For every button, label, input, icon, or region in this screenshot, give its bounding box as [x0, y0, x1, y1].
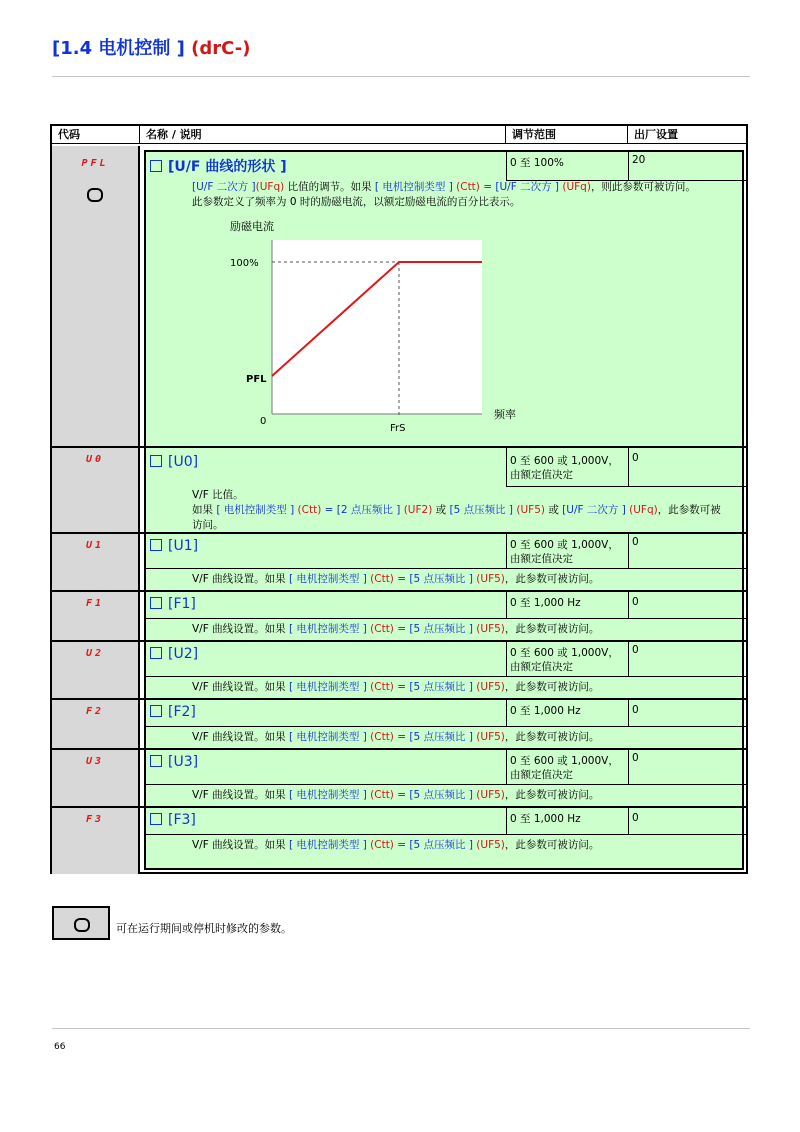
cell-divider: [628, 590, 629, 618]
row-code: F3: [85, 814, 105, 825]
sync-icon: [74, 917, 90, 931]
row-range: 0 至 1,000 Hz: [510, 813, 581, 825]
row-factory: 0: [632, 752, 639, 764]
cell-divider: [506, 698, 507, 726]
row-divider: [52, 590, 746, 592]
row-code: U2: [85, 648, 105, 659]
cell-divider: [144, 726, 746, 727]
checkbox-icon: [150, 647, 162, 659]
checkbox-icon: [150, 539, 162, 551]
row-divider: [52, 748, 746, 750]
page-title: [52, 34, 250, 60]
row-code: U1: [85, 540, 105, 551]
row-divider: [52, 640, 746, 642]
col-header-range: 调节范围: [506, 126, 628, 144]
cell-divider: [506, 640, 507, 676]
x-tick-frs: FrS: [390, 423, 406, 434]
cell-divider: [506, 532, 507, 568]
cell-divider: [628, 698, 629, 726]
row-range: 0 至 600 或 1,000V， 由额定值决定: [510, 755, 619, 781]
page-number: 66: [54, 1042, 66, 1052]
checkbox-icon: [150, 597, 162, 609]
cell-divider: [628, 532, 629, 568]
row-code: U3: [85, 756, 105, 767]
row-divider: [52, 698, 746, 700]
cell-divider: [144, 618, 746, 619]
col-header-factory: 出厂设置: [628, 126, 746, 144]
cell-divider: [628, 446, 629, 486]
cell-divider: [506, 748, 507, 784]
checkbox-icon: [150, 705, 162, 717]
y-tick-pfl: PFL: [246, 374, 267, 385]
row-desc: V/F 曲线设置。如果 [ 电机控制类型 ] (Ctt) = [5 点压频比 ] (UF5)，此参数可被访问。: [192, 789, 600, 801]
row-code-pfl: PFL: [81, 158, 109, 169]
row-name: [U2]: [150, 646, 198, 662]
row-range-u0: 0 至 600 或 1,000V， 由额定值决定: [510, 455, 619, 481]
row-range: 0 至 1,000 Hz: [510, 705, 581, 717]
cell-divider: [506, 150, 507, 180]
row-range: 0 至 600 或 1,000V， 由额定值决定: [510, 539, 619, 565]
row-divider: [52, 446, 140, 448]
y-tick-100: 100%: [230, 258, 259, 269]
row-desc: V/F 曲线设置。如果 [ 电机控制类型 ] (Ctt) = [5 点压频比 ] (UF5)，此参数可被访问。: [192, 681, 600, 693]
row-name: [F2]: [150, 704, 196, 720]
cell-divider: [506, 806, 507, 834]
cell-divider: [628, 150, 629, 180]
legend-icon-box: [52, 906, 110, 940]
legend-text: 可在运行期间或停机时修改的参数。: [116, 922, 292, 935]
excitation-current-chart: [222, 214, 542, 434]
checkbox-icon: [150, 160, 162, 172]
row-divider: [52, 532, 746, 534]
row-name-u0: [U0]: [150, 454, 198, 470]
row-desc: V/F 曲线设置。如果 [ 电机控制类型 ] (Ctt) = [5 点压频比 ] (UF5)，此参数可被访问。: [192, 731, 600, 743]
checkbox-icon: [150, 813, 162, 825]
cell-divider: [628, 806, 629, 834]
bottom-divider: [52, 1028, 750, 1029]
row-code-u0: U0: [85, 454, 105, 465]
row-range: 0 至 600 或 1,000V， 由额定值决定: [510, 647, 619, 673]
row-desc: V/F 曲线设置。如果 [ 电机控制类型 ] (Ctt) = [5 点压频比 ] (UF5)，此参数可被访问。: [192, 623, 600, 635]
row-divider: [52, 806, 746, 808]
cell-divider: [506, 590, 507, 618]
col-header-code: 代码: [52, 126, 140, 144]
row-code: F1: [85, 598, 105, 609]
row-desc-pfl: [U/F 二次方 ](UFq) 比值的调节。如果 [ 电机控制类型 ] (Ctt) = [U/F 二次方 ] (UFq)，则此参数可被访问。 此参数定义了频率为 0 时的励磁电流，以额定励磁电流的百分比表示。: [192, 181, 696, 208]
page-title-bracket: [1.4 电机控制 ]: [52, 38, 185, 59]
cell-divider: [144, 834, 746, 835]
row-range-pfl: 0 至 100%: [510, 157, 564, 169]
cell-divider: [628, 748, 629, 784]
cell-divider: [506, 446, 507, 486]
row-range: 0 至 1,000 Hz: [510, 597, 581, 609]
row-factory: 0: [632, 596, 639, 608]
row-name: [F3]: [150, 812, 196, 828]
checkbox-icon: [150, 455, 162, 467]
top-divider: [52, 76, 750, 77]
checkbox-icon: [150, 755, 162, 767]
cell-divider: [506, 486, 746, 487]
y-tick-zero: 0: [260, 416, 267, 427]
parameter-table: [50, 124, 748, 874]
y-axis-label: 励磁电流: [230, 220, 274, 233]
row-factory: 0: [632, 536, 639, 548]
sync-icon: [87, 186, 103, 205]
cell-divider: [144, 784, 746, 785]
row-factory: 0: [632, 812, 639, 824]
page-title-code: (drC-): [191, 38, 251, 59]
row-code: F2: [85, 706, 105, 717]
row-factory-u0: 0: [632, 452, 639, 464]
cell-divider: [144, 568, 746, 569]
row-name: [U1]: [150, 538, 198, 554]
row-divider: [140, 446, 746, 448]
cell-divider: [144, 676, 746, 677]
row-desc: V/F 曲线设置。如果 [ 电机控制类型 ] (Ctt) = [5 点压频比 ] (UF5)，此参数可被访问。: [192, 573, 600, 585]
row-desc-u0: V/F 比值。 如果 [ 电机控制类型 ] (Ctt) = [2 点压频比 ] (UF2) 或 [5 点压频比 ] (UF5) 或 [U/F 二次方 ] (UFq)，此参数可被 访问。: [192, 489, 721, 531]
row-name-pfl: [U/F 曲线的形状 ]: [150, 156, 287, 176]
row-name: [F1]: [150, 596, 196, 612]
x-axis-label: 频率: [494, 408, 516, 421]
cell-divider: [628, 640, 629, 676]
chart-plot-area: [272, 240, 482, 414]
col-header-name: 名称 / 说明: [140, 126, 506, 144]
row-name: [U3]: [150, 754, 198, 770]
row-factory: 0: [632, 644, 639, 656]
row-factory-pfl: 20: [632, 154, 646, 166]
row-desc: V/F 曲线设置。如果 [ 电机控制类型 ] (Ctt) = [5 点压频比 ] (UF5)，此参数可被访问。: [192, 839, 600, 851]
row-factory: 0: [632, 704, 639, 716]
